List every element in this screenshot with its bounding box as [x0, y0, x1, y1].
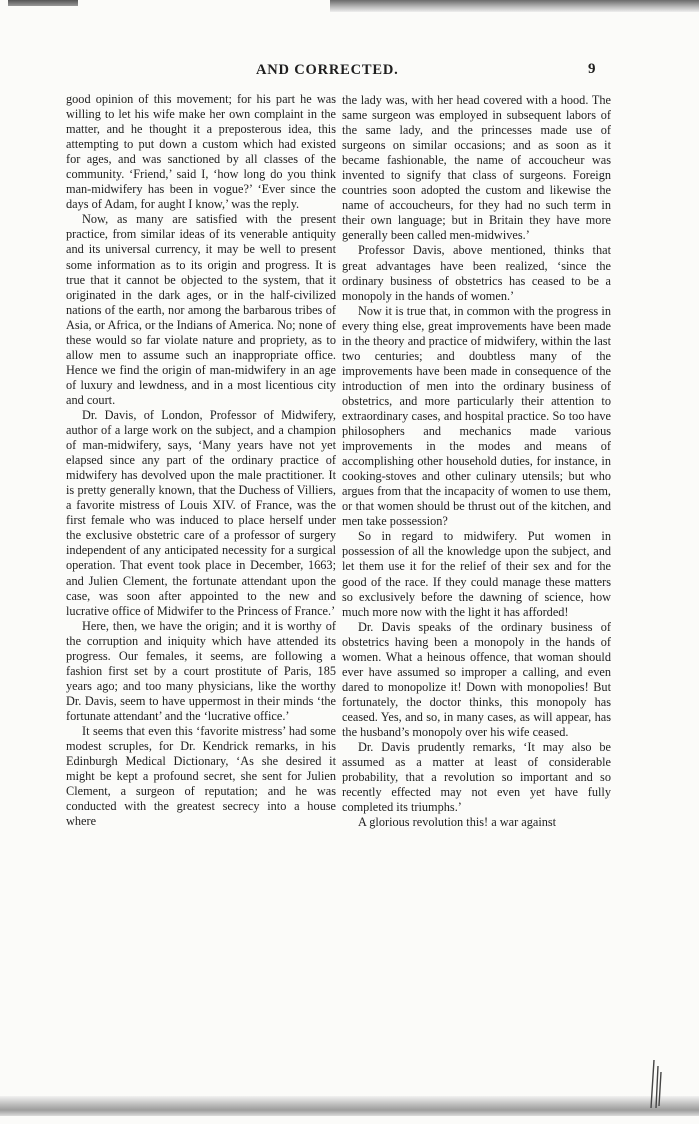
scan-mark [648, 1058, 666, 1110]
paragraph: Now, as many are satisfied with the present practice, from similar ideas of its venerable antiquity and its universal currency, it may be well to present some information as to its origin and progress. It is true that it cannot be objected to the system, that it originated in the dark ages, or in the half-civilized nations of the earth, nor among the barbarous tribes of Asia, or Africa, or the Indians of America. No; none of these would so far violate nature and propriety, as to allow men to assume such an inappropriate office. Hence we find the origin of man-midwifery in an age of luxury and lewdness, and in a most licentious city and court. [66, 212, 336, 407]
paragraph: Dr. Davis prudently remarks, ‘It may also be assumed as a matter at least of considerable probability, that a revolution so important and so recently effected may not even yet have fully completed its triumphs.’ [342, 740, 611, 815]
paragraph: Now it is true that, in common with the progress in every thing else, great improvements have been made in the theory and practice of midwifery, within the last two centuries; and doubtless many of the improvements have been made in consequence of the introduction of men into the ordinary business of obstetrics, and more particularly their attention to extraordinary cases, and hospital practice. So too have philosophers and mechanics made various improvements in the modes and means of accomplishing other household duties, for instance, in cooking-stoves and other culinary utensils; but who argues from that the incapacity of women to use them, or that women should be thrust out of the kitchen, and men take possession? [342, 303, 611, 529]
paragraph: Dr. Davis speaks of the ordinary business of obstetrics having been a monopoly in the hands of women. What a heinous offence, that woman should ever have assumed so improper a calling, and even dared to monopolize it! Down with monopolies! But fortunately, the doctor thinks, this monopoly has ceased. Yes, and so, in many cases, as will appear, has the husband’s monopoly over his wife ceased. [342, 619, 611, 739]
running-head [0, 62, 699, 82]
scan-edge-top-right [330, 0, 699, 12]
paragraph: A glorious revolution this! a war against [358, 815, 557, 830]
paragraph: the lady was, with her head covered with a hood. The same surgeon was employed in subsequent labors of the same lady, and the princesses made use of surgeons on similar occasions; and as soon as it became fashionable, the name of accoucheur was invented to signify that class of surgeons. Foreign countries soon adopted the custom and likewise the name of accoucheurs, for they had no such term in their own language; but in Britain they have more generally been called men-midwives.’ [342, 93, 611, 243]
scan-edge-top-left [8, 0, 78, 6]
paragraph: So in regard to midwifery. Put women in possession of all the knowledge upon the subject, and let them use it for the relief of their sex and for the good of the race. If they could manage these matters so exclusively before the dawning of science, how much more now with the light it has afforded! [342, 529, 611, 619]
page-number: 9 [588, 61, 596, 77]
left-column [66, 92, 336, 829]
right-column [342, 93, 611, 830]
paragraph: Here, then, we have the origin; and it is worthy of the corruption and iniquity which have attended its progress. Our females, it seems, are following a fashion first set by a court prostitute of Paris, 185 years ago; and too many physicians, like the worthy Dr. Davis, seem to have uppermost in their minds ‘the fortunate attendant’ and the ‘lucrative office.’ [66, 618, 336, 723]
paragraph: It seems that even this ‘favorite mistress’ had some modest scruples, for Dr. Kendrick remarks, in his Edinburgh Medical Dictionary, ‘As she desired it might be kept a profound secret, she sent for Julien Clement, a surgeon of reputation; and he was conducted with the greatest secrecy into a house where [66, 723, 336, 829]
running-head-title: AND CORRECTED. [256, 62, 399, 78]
paragraph: good opinion of this movement; for his part he was willing to let his wife make her own complaint in the matter, and he thought it a preposterous idea, this attempting to put down a custom which had existed for ages, and was sanctioned by all classes of the community. ‘Friend,’ said I, ‘how long do you think man-midwifery has been in vogue?’ ‘Ever since the days of Adam, for aught I know,’ was the reply. [66, 92, 336, 212]
paragraph: Professor Davis, above mentioned, thinks that great advantages have been realized, ‘since the ordinary business of obstetrics has ceased to be a monopoly in the hands of women.’ [342, 243, 611, 303]
scan-edge-bottom [0, 1096, 699, 1116]
paragraph: Dr. Davis, of London, Professor of Midwifery, author of a large work on the subject, and a champion of man-midwifery, says, ‘Many years have not yet elapsed since any part of the ordinary practice of midwifery has devolved upon the male practitioner. It is pretty generally known, that the Duchess of Villiers, a favorite mistress of Louis XIV. of France, was the first female who was induced to place herself under the exclusive obstetric care of a professor of surgery independent of any anticipated necessity for a surgical operation. That event took place in December, 1663; and Julien Clement, the fortunate attendant upon the case, was soon after appointed to the new and lucrative office of Midwifer to the Princess of France.’ [66, 407, 336, 618]
